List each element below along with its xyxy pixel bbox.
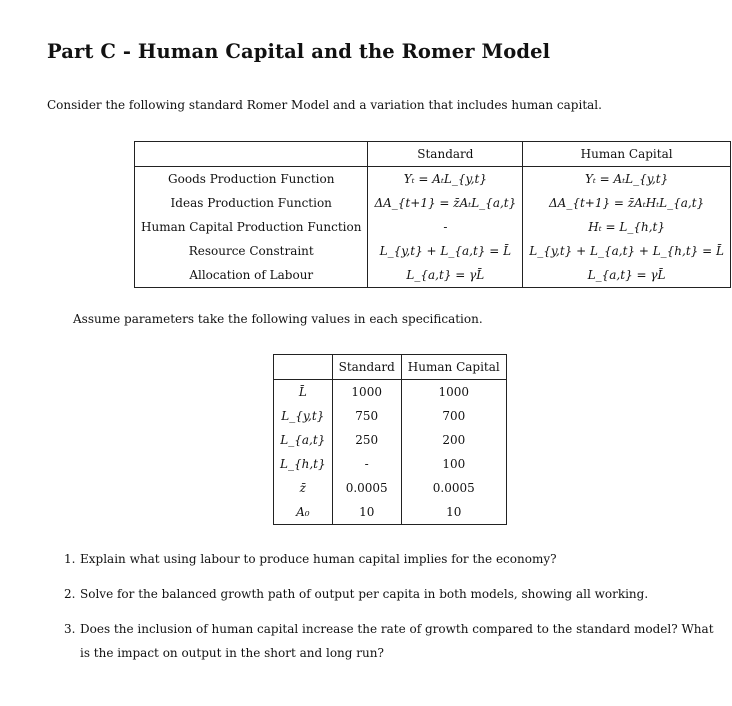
standard-value: 10 [332,500,401,525]
question-text: Does the inclusion of human capital increase the rate of growth compared to the standard model? What is the impact on output in the short and long run? [80,622,714,660]
table-header-row [274,355,507,380]
human-capital-value: 0.0005 [432,481,475,495]
standard-equation: - [368,215,523,239]
header-cell [135,142,368,167]
human-capital-equation: Yₜ = AₜL_{y,t} [584,172,669,186]
human-capital-equation: Hₜ = L_{h,t} [588,220,665,234]
parameter-table [273,354,507,525]
row-label: Ideas Production Function [135,191,368,215]
standard-value: 0.0005 [332,476,401,500]
model-table [134,141,731,288]
row-label: Allocation of Labour [135,263,368,288]
question-number: 3. [64,622,76,636]
param-symbol: L̄ [274,380,333,405]
table-row [135,215,731,239]
row-label: Human Capital Production Function [135,215,368,239]
question-item [64,547,714,571]
table-row [274,404,507,428]
question-item [64,617,714,665]
header-cell [274,355,333,380]
param-symbol: L_{h,t} [274,452,333,476]
row-label: Goods Production Function [135,167,368,192]
human-capital-equation: L_{y,t} + L_{a,t} + L_{h,t} = L̄ [529,244,724,258]
human-capital-value: 700 [442,409,466,423]
standard-equation: Yₜ = AₜL_{y,t} [368,167,523,192]
question-text: Explain what using labour to produce human capital implies for the economy? [80,552,557,566]
standard-equation: ΔA_{t+1} = z̄AₜL_{a,t} [368,191,523,215]
table-header-row [135,142,731,167]
standard-value: - [332,452,401,476]
question-list [64,547,714,676]
human-capital-equation: ΔA_{t+1} = z̄AₜHₜL_{a,t} [549,196,705,210]
question-number: 2. [64,587,76,601]
standard-value: 750 [332,404,401,428]
standard-equation: L_{a,t} = γL̄ [368,263,523,288]
human-capital-value: 100 [442,457,466,471]
param-symbol: L_{a,t} [274,428,333,452]
table-row [274,500,507,525]
header-cell: Human Capital [523,142,731,167]
question-number: 1. [64,552,76,566]
human-capital-equation: L_{a,t} = γL̄ [587,268,666,282]
header-cell: Human Capital [401,355,506,380]
param-symbol: A₀ [274,500,333,525]
question-item [64,582,714,606]
standard-value: 250 [332,428,401,452]
param-symbol: L_{y,t} [274,404,333,428]
table-row [135,167,731,192]
page-title: Part C - Human Capital and the Romer Model [47,40,551,63]
standard-equation: L_{y,t} + L_{a,t} = L̄ [368,239,523,263]
assume-text: Assume parameters take the following values in each specification. [73,312,483,326]
table-row [135,263,731,288]
question-text: Solve for the balanced growth path of output per capita in both models, showing all working. [80,587,649,601]
table-row [135,191,731,215]
table-row [274,476,507,500]
table-row [274,452,507,476]
param-symbol: z̄ [274,476,333,500]
table-row [274,428,507,452]
header-cell: Standard [332,355,401,380]
header-cell: Standard [368,142,523,167]
standard-value: 1000 [332,380,401,405]
intro-text: Consider the following standard Romer Model and a variation that includes human capital. [47,98,602,112]
table-row [135,239,731,263]
human-capital-value: 1000 [438,385,470,399]
table-row [274,380,507,405]
row-label: Resource Constraint [135,239,368,263]
human-capital-value: 200 [442,433,466,447]
human-capital-value: 10 [446,505,462,519]
